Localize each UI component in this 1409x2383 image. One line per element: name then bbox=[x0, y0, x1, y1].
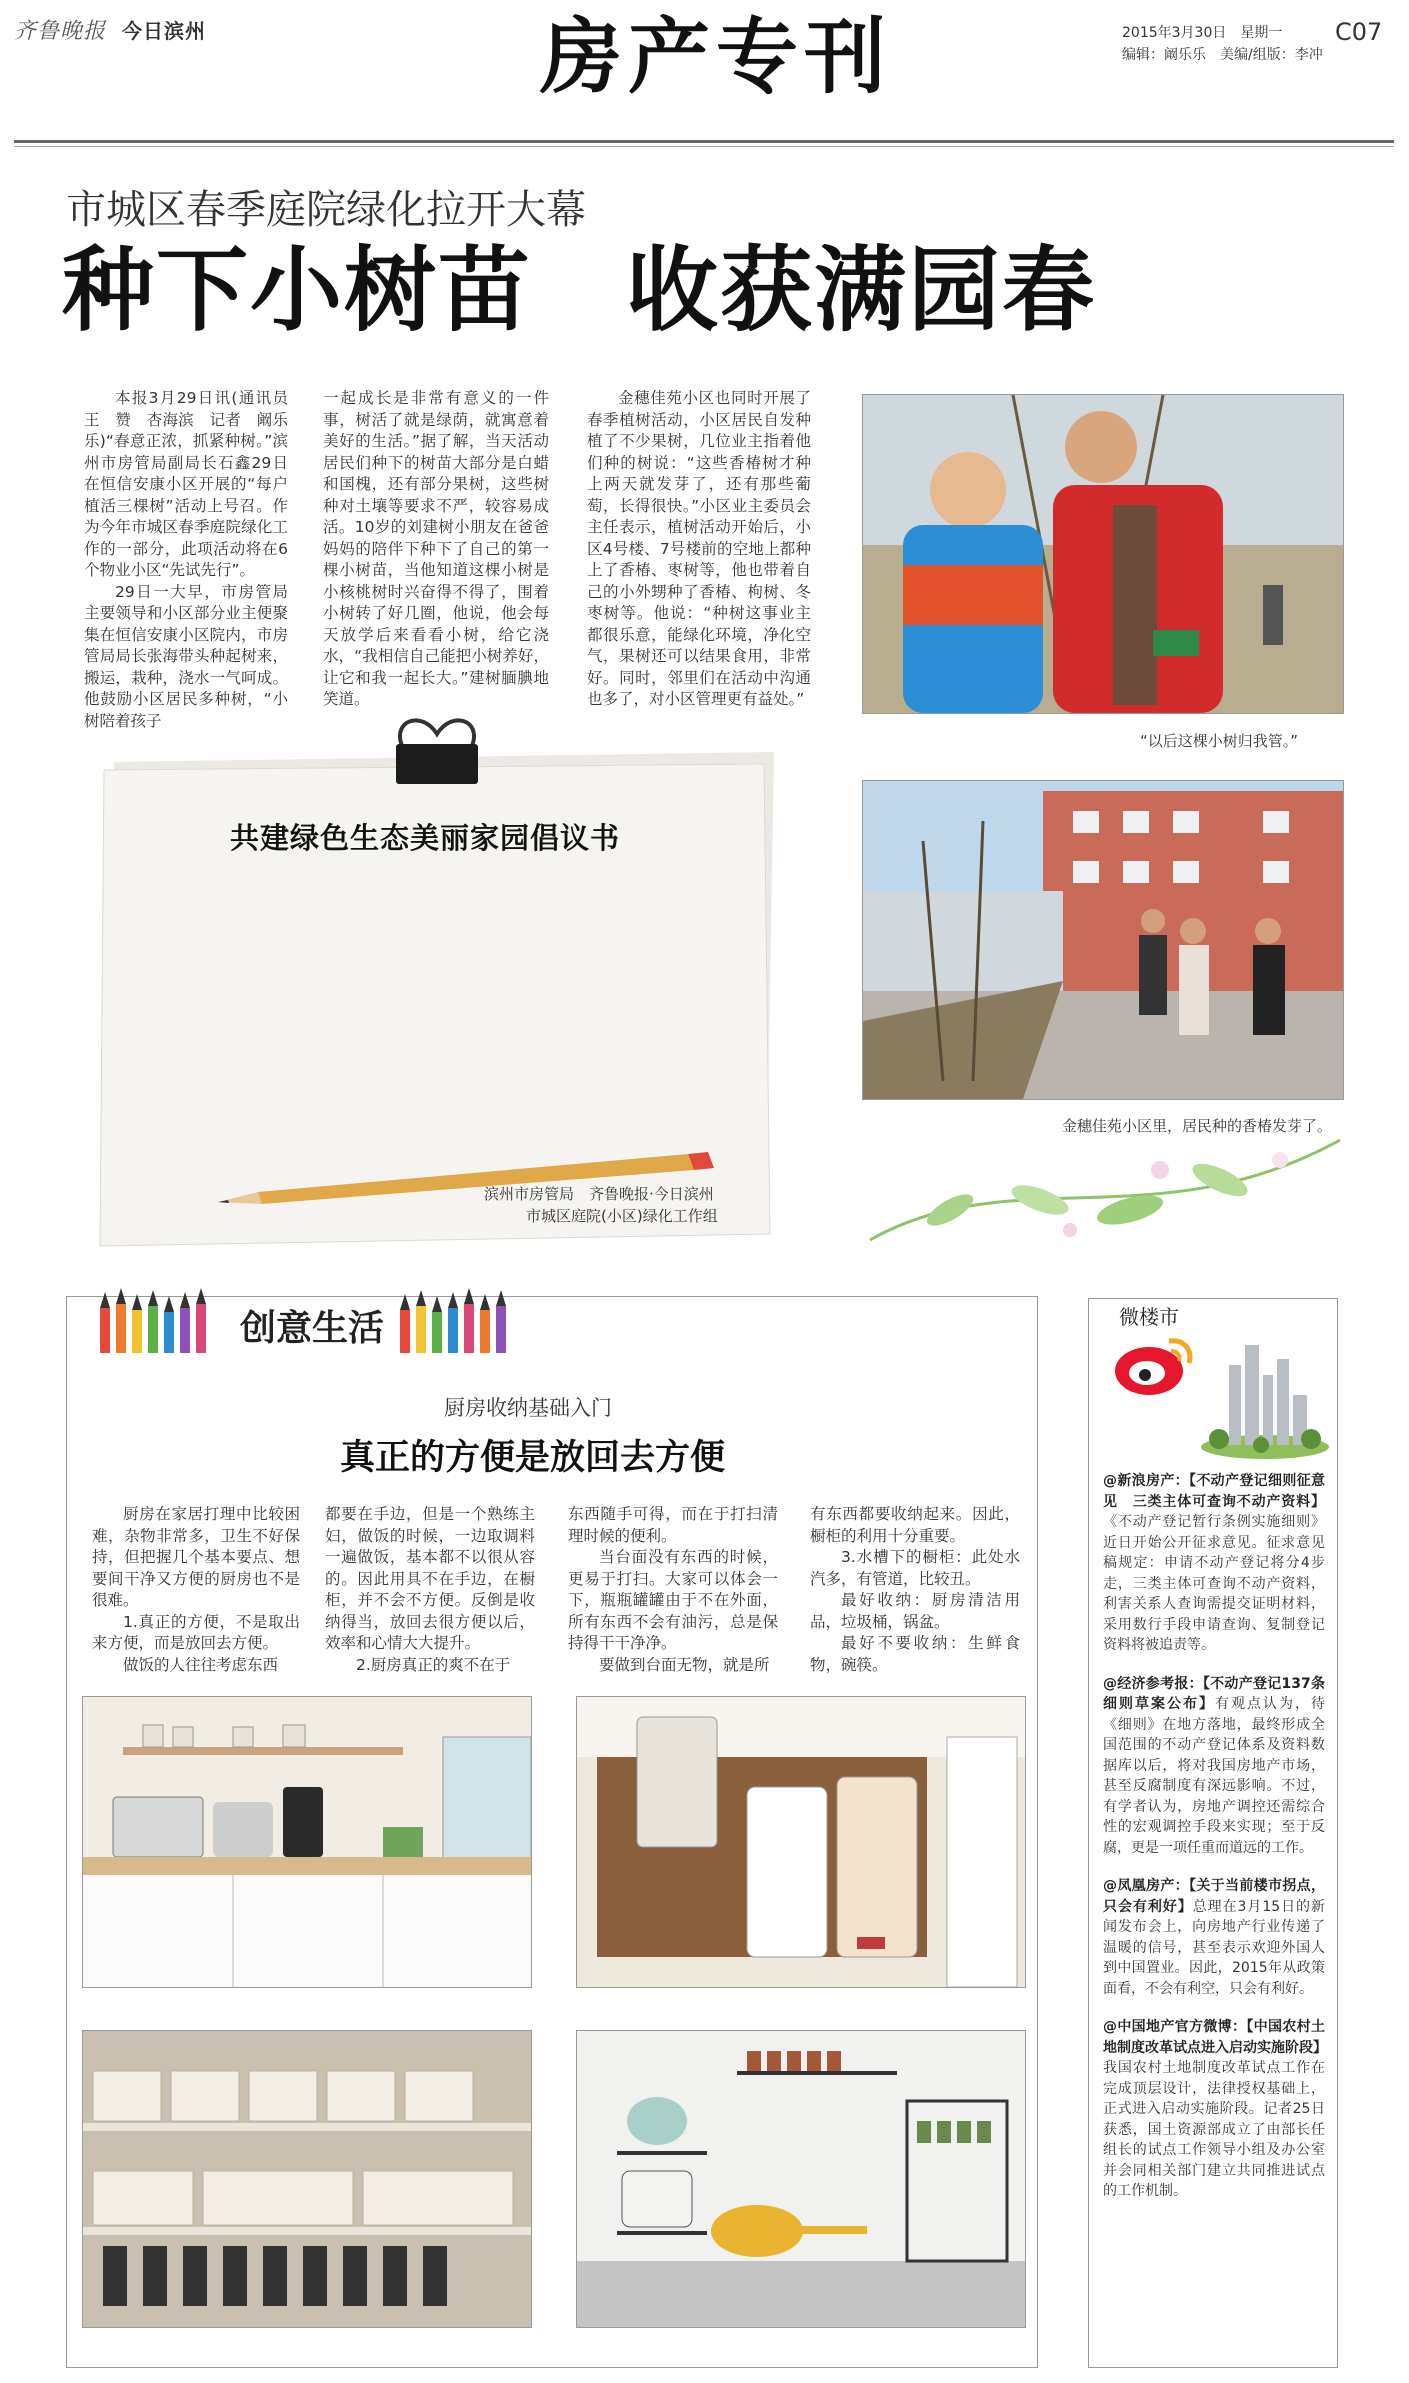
paragraph: 29日一大早，市房管局主要领导和小区部分业主便聚集在恒信安康小区院内，市房管局局长张海带头种起树来，搬运，栽种，浇水一气呵成。他鼓励小区居民多种树，“小树陪着孩子 bbox=[84, 582, 288, 730]
weibo-post bbox=[1103, 1471, 1325, 1656]
photo-stove-rack bbox=[576, 2030, 1026, 2328]
weibo-post-title: @凤凰房产：【关于当前楼市拐点，只会有利好】 bbox=[1103, 1878, 1325, 1915]
paragraph: 金穗佳苑小区也同时开展了春季植树活动，小区居民自发种植了不少果树，几位业主指着他们种的树说：“这些香椿树才种上两天就发芽了，还有那些葡萄，长得很快。”小区业主委员会主任表示，植树活动开始后，小区4号楼、7号楼前的空地上都种上了香椿、枣树等，他也带着自己的小外甥种了香椿、枸树、冬枣树等。他说：“种树这事业主都很乐意，能绿化环境，净化空气，果树还可以结果食用，非常好。同时，邻里们在活动中沟通也多了，对小区管理更有益处。” bbox=[587, 389, 811, 708]
proposal-signatory-1: 滨州市房管局 齐鲁晚报·今日滨州 bbox=[484, 1185, 714, 1203]
floral-decoration-icon bbox=[860, 1100, 1350, 1250]
paragraph: 一起成长是非常有意义的一件事，树活了就是绿荫，就寓意着美好的生活。”据了解，当天活动居民们种下的树苗大部分是白蜡和国槐，还有部分果树，这些树种对土壤等要求不严，较容易成活。10岁的刘建树小朋友在爸爸妈妈的陪伴下种下了自己的第一棵小树苗，当他知道这棵小树是小核桃树时兴奋得不得了，围着小树转了好几圈，他说，他会每天放学后来看看小树，给它浇水，“我相信自己能把小树养好，让它和我一起长大。”建树腼腆地笑道。 bbox=[323, 389, 549, 708]
creative-column-1 bbox=[92, 1504, 300, 1680]
city-skyline-icon bbox=[1199, 1335, 1331, 1465]
weibo-post-body: 我国农村土地制度改革试点工作在完成顶层设计，法律授权基础上，正式进入启动实施阶段。记者25日获悉，国土资源部成立了由部长任组长的试点工作领导小组及办公室并会同相关部门建立共同推进试点的工作机制。 bbox=[1103, 2060, 1325, 2199]
paragraph: 最好不要收纳：生鲜食物，碗筷。 bbox=[810, 1634, 1020, 1674]
paragraph: 厨房在家居打理中比较困难，杂物非常多，卫生不好保持，但把握几个基本要点、想要间干净又方便的厨房也不是很难。 bbox=[92, 1505, 300, 1609]
issue-date: 2015年3月30日 星期一 bbox=[1122, 25, 1283, 41]
photo-under-sink-cabinet bbox=[576, 1696, 1026, 1988]
creative-banner: 创意生活 bbox=[232, 1300, 392, 1351]
photo2-caption: 金穗佳苑小区里，居民种的香椿发芽了。 bbox=[1062, 1117, 1333, 1135]
lead-column-2 bbox=[323, 388, 549, 708]
paragraph: 本报3月29日讯(通讯员 王 赞 杏海滨 记者 阚乐乐)“春意正浓，抓紧种树。”滨州市房管局副局长石鑫29日在恒信安康小区开展的“每户植活三棵树”活动上号召。作为今年市城区春季庭院绿化工作的一部分，此项活动将在6个物业小区“先试先行”。 bbox=[84, 389, 304, 579]
creative-kicker: 厨房收纳基础入门 bbox=[444, 1396, 612, 1420]
creative-column-3 bbox=[568, 1504, 778, 1680]
paragraph: 做饭的人往往考虑东西 bbox=[123, 1655, 279, 1674]
paragraph: 1.真正的方便，不是取出来方便，而是放回去方便。 bbox=[92, 1612, 300, 1652]
paragraph: 2.厨房真正的爽不在于 bbox=[356, 1655, 511, 1674]
proposal-title: 共建绿色生态美丽家园倡议书 bbox=[230, 821, 621, 855]
paragraph: 最好收纳：厨房清洁用品，垃圾桶，锅盆。 bbox=[810, 1591, 1020, 1631]
paragraph: 东西随手可得，而在于打扫清理时候的便利。 bbox=[568, 1505, 778, 1545]
lead-column-3 bbox=[587, 388, 811, 708]
weibo-post bbox=[1103, 1674, 1325, 1859]
photo-residents-courtyard bbox=[862, 780, 1344, 1100]
paragraph: 当台面没有东西的时候，更易于打扫。大家可以体会一下，瓶瓶罐罐由于不在外面，所有东西不会有油污，总是保持得干干净净。 bbox=[568, 1548, 778, 1652]
paragraph: 有东西都要收纳起来。因此，橱柜的利用十分重要。 bbox=[810, 1505, 1020, 1545]
weibo-sidebar bbox=[1088, 1298, 1338, 2368]
page-number: C07 bbox=[1335, 18, 1383, 46]
masthead-rule-thin bbox=[14, 146, 1394, 147]
section-title: 房产专刊 bbox=[540, 9, 893, 105]
weibo-post bbox=[1103, 2017, 1325, 2202]
photo1-caption: “以后这棵小树归我管。” bbox=[1140, 732, 1299, 750]
creative-headline: 真正的方便是放回去方便 bbox=[340, 1438, 726, 1478]
photo-pantry-baskets bbox=[82, 2030, 532, 2328]
binder-clip-icon bbox=[382, 710, 492, 790]
lead-subtitle: 市城区春季庭院绿化拉开大幕 bbox=[66, 187, 586, 233]
photo-boy-planting-tree bbox=[862, 394, 1344, 714]
weibo-post-title: @新浪房产：【不动产登记细则征意见 三类主体可查询不动产资料】 bbox=[1103, 1473, 1325, 1510]
proposal-signatory-2: 市城区庭院(小区)绿化工作组 bbox=[526, 1207, 718, 1225]
creative-column-2 bbox=[325, 1504, 535, 1680]
weibo-sidebar-label: 微楼市 bbox=[1115, 1301, 1183, 1330]
weibo-post-body: 总理在3月15日的新闻发布会上，向房地产行业传递了温暖的信号，甚至表示欢迎外国人到中国置业。因此，2015年从政策面看，不会有利空，只会有利好。 bbox=[1103, 1898, 1325, 1997]
weibo-post bbox=[1103, 1876, 1325, 1999]
paragraph: 要做到台面无物，就是所 bbox=[599, 1655, 770, 1674]
logo-text: 齐鲁晚报 bbox=[14, 19, 107, 44]
lead-headline: 种下小树苗 收获满园春 bbox=[62, 237, 1097, 344]
lead-column-1 bbox=[84, 388, 304, 730]
weibo-post-title: @经济参考报：【不动产登记137条细则草案公布】 bbox=[1103, 1675, 1325, 1712]
edition-name: 今日滨州 bbox=[122, 19, 207, 43]
weibo-post-body: 《不动产登记暂行条例实施细则》近日开始公开征求意见。征求意见稿规定：申请不动产登记将分4步走，三类主体可查询不动产资料，利害关系人查询需提交证明材料，采用数行手段申请查询、复制登记资料将被追责等。 bbox=[1103, 1514, 1325, 1653]
photo-kitchen-counter bbox=[82, 1696, 532, 1988]
paragraph: 3.水槽下的橱柜：此处水汽多，有管道，比较丑。 bbox=[810, 1548, 1020, 1588]
weibo-post-body: 有观点认为，待《细则》在地方落地，最终形成全国范围的不动产登记体系及资料数据库以后，将对我国房地产市场，甚至反腐制度有深远影响。不过，有学者认为，房地产调控还需综合性的宏观调控手段来实现；至于反腐，更是一项任重而道远的工作。 bbox=[1103, 1696, 1325, 1856]
weibo-post-title: @中国地产官方微博：【中国农村土地制度改革试点进入启动实施阶段】 bbox=[1103, 2019, 1327, 2056]
newspaper-logo bbox=[14, 14, 206, 45]
creative-column-4 bbox=[810, 1504, 1020, 1680]
weibo-logo-icon bbox=[1111, 1329, 1201, 1399]
editor-credit: 编辑：阚乐乐 美编/组版：李冲 bbox=[1122, 47, 1323, 63]
paragraph: 都要在手边，但是一个熟练主妇，做饭的时候，一边取调料一遍做饭，基本都不以很从容的。因此用具不在手边，在橱柜，并不会不方便。反倒是收纳得当，放回去很方便以后，效率和心情大大提升。 bbox=[325, 1505, 535, 1652]
masthead-rule bbox=[14, 140, 1394, 143]
weibo-feed bbox=[1103, 1471, 1325, 2220]
